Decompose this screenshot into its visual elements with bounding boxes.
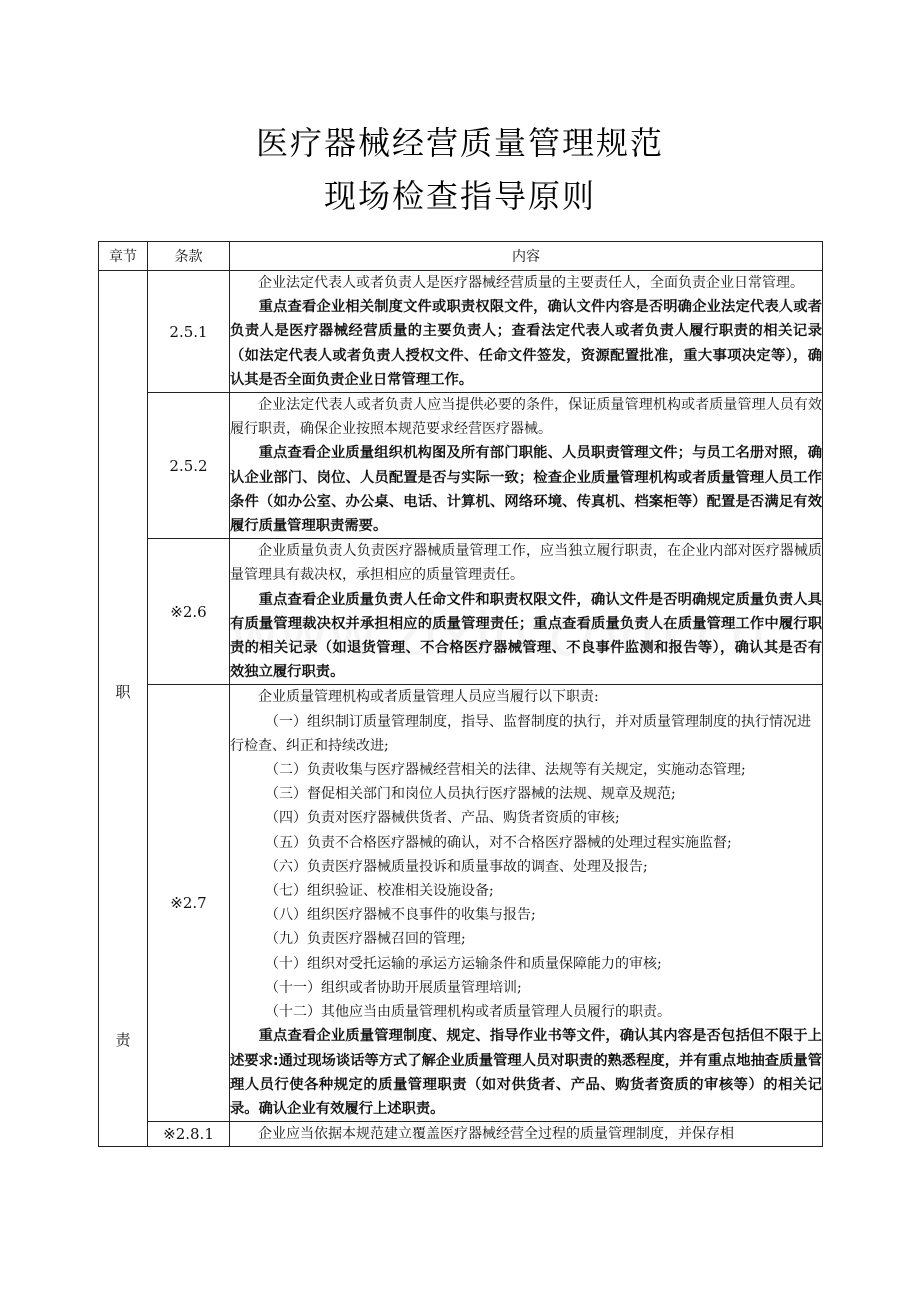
- inspection-focus: 重点查看企业质量组织机构图及所有部门职能、人员职责管理文件；与员工名册对照，确认企业部门、岗位、人员配置是否与实际一致；检查企业质量管理机构或者质量管理人员工作条件（如办公室、办公桌、电话、计算机、网络环境、传真机、档案柜等）配置是否满足有效履行质量管理职责需要。: [230, 445, 822, 535]
- clause-text: 企业应当依据本规范建立覆盖医疗器械经营全过程的质量管理制度，并保存相: [258, 1126, 734, 1143]
- duty-item: （十一）组织或者协助开展质量管理培训;: [265, 979, 522, 996]
- clause-text: 企业质量负责人负责医疗器械质量管理工作，应当独立履行职责，在企业内部对医疗器械质量管理具有裁决权，承担相应的质量管理责任。: [230, 543, 822, 584]
- clause-number: ※2.7: [148, 685, 230, 1122]
- chapter-cell: [99, 271, 148, 1147]
- clause-text: 企业质量管理机构或者质量管理人员应当履行以下职责:: [258, 689, 599, 706]
- table-row: [99, 393, 823, 539]
- content-cell: [230, 1122, 823, 1147]
- clause-number: ※2.8.1: [148, 1122, 230, 1147]
- content-cell: [230, 271, 823, 393]
- content-cell: [230, 539, 823, 685]
- inspection-focus: 重点查看企业质量管理制度、规定、指导作业书等文件，确认其内容是否包括但不限于上述要求:通过现场谈话等方式了解企业质量管理人员对职责的熟悉程度，并有重点地抽查质量管理人员行使各种规定的质量管理职责（如对供货者、产品、购货者资质的审核等）的相关记录。确认企业有效履行上述职责。: [230, 1028, 822, 1117]
- content-cell: [230, 685, 823, 1122]
- clause-text: 企业法定代表人或者负责人是医疗器械经营质量的主要责任人，全面负责企业日常管理。: [258, 275, 804, 291]
- duty-item: （一）组织制订质量管理制度，指导、监督制度的执行，并对质量管理制度的执行情况进行检查、纠正和持续改进;: [230, 713, 811, 754]
- duty-item: （九）负责医疗器械召回的管理;: [265, 931, 466, 948]
- table-row: [99, 271, 823, 393]
- header-content: 内容: [230, 242, 823, 271]
- header-clause: 条款: [148, 242, 230, 271]
- duty-item: （四）负责对医疗器械供货者、产品、购货者资质的审核;: [265, 810, 620, 827]
- inspection-focus: 重点查看企业质量负责人任命文件和职责权限文件，确认文件是否明确规定质量负责人具有质量管理裁决权并承担相应的质量管理责任；重点查看质量负责人在质量管理工作中履行职责的相关记录（如退货管理、不合格医疗器械管理、不良事件监测和报告等），确认其是否有效独立履行职责。: [230, 591, 822, 681]
- duty-item: （六）负责医疗器械质量投诉和质量事故的调查、处理及报告;: [265, 858, 648, 875]
- document-subtitle: 现场检查指导原则: [323, 177, 596, 215]
- table-header-row: [99, 242, 823, 271]
- duty-item: （二）负责收集与医疗器械经营相关的法律、法规等有关规定，实施动态管理;: [265, 762, 746, 779]
- inspection-focus: 重点查看企业相关制度文件或职责权限文件，确认文件内容是否明确企业法定代表人或者负责人是医疗器械经营质量的主要负责人；查看法定代表人或者负责人履行职责的相关记录（如法定代表人或者负责人授权文件、任命文件签发，资源配置批准，重大事项决定等），确认其是否全面负责企业日常管理工作。: [230, 299, 822, 388]
- inspection-table: [98, 241, 823, 1147]
- duty-item: （七）组织验证、校准相关设施设备;: [265, 883, 494, 900]
- duty-item: （五）负责不合格医疗器械的确认，对不合格医疗器械的处理过程实施监督;: [265, 834, 732, 851]
- clause-number: 2.5.2: [148, 393, 230, 539]
- duty-item: （十二）其他应当由质量管理机构或者质量管理人员履行的职责。: [265, 1004, 671, 1021]
- clause-number: ※2.6: [148, 539, 230, 685]
- document-title: 医疗器械经营质量管理规范: [255, 124, 664, 162]
- duty-item: （十）组织对受托运输的承运方运输条件和质量保障能力的审核;: [265, 955, 662, 972]
- table-row: [99, 685, 823, 1122]
- clause-number: 2.5.1: [148, 271, 230, 393]
- duty-item: （八）组织医疗器械不良事件的收集与报告;: [265, 907, 536, 924]
- table-row: [99, 539, 823, 685]
- table-row: [99, 1122, 823, 1147]
- chapter-char: 责: [115, 1031, 131, 1049]
- chapter-char: 职: [115, 683, 131, 701]
- clause-text: 企业法定代表人或者负责人应当提供必要的条件，保证质量管理机构或者质量管理人员有效履行职责，确保企业按照本规范要求经营医疗器械。: [230, 397, 822, 438]
- header-chapter: 章节: [99, 242, 148, 271]
- duty-item: （三）督促相关部门和岗位人员执行医疗器械的法规、规章及规范;: [265, 786, 676, 803]
- content-cell: [230, 393, 823, 539]
